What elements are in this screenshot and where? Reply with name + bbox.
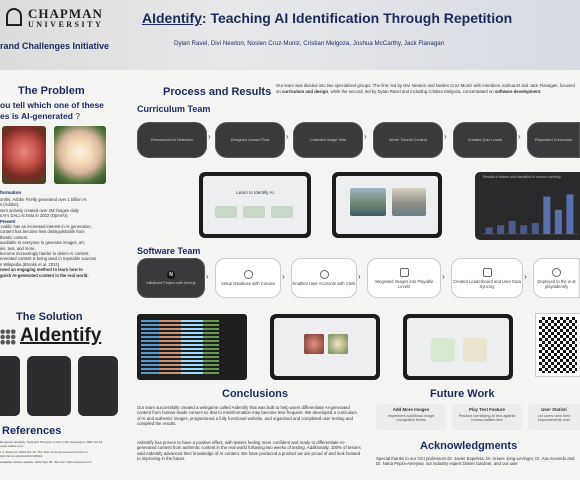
arrow-icon: › (442, 272, 445, 281)
aidentify-logo (0, 326, 114, 350)
chart-caption: Results of testers who identified AI content correctly (483, 175, 561, 179)
problem-line: onths, Adobe Firefly generated over 1 billion AI (0, 197, 87, 202)
tablet-heading: Learn to Identify AI (236, 190, 274, 195)
acknowledgments-title: Acknowledgments (420, 440, 518, 452)
arrow-icon: › (518, 132, 521, 141)
poster-title (142, 10, 512, 26)
future-card: Add More Images Implement additional image recognition levels (376, 404, 446, 430)
image-icon (400, 268, 409, 277)
problem-line: sers actively created over 2M images daily (0, 207, 79, 213)
grid-logo-icon (0, 329, 16, 345)
results-bar (497, 225, 504, 234)
result-card (431, 338, 455, 362)
authors-line: Dylan Ravel, Divi Newton, Noslen Cruz-Muniz, Cristian Melgoza, Joshua McCarthy, Jack Flanagan (174, 40, 445, 47)
tablet-screen (274, 318, 376, 376)
tablet-card (215, 206, 237, 218)
software-step: Created Leaderboard and User Data Syncing (451, 258, 523, 298)
problem-line: ies, text, and more. (0, 245, 36, 251)
problem-line: thentic content. (0, 234, 29, 240)
results-bar (532, 223, 539, 234)
nextjs-icon: N (167, 271, 175, 279)
problem-line: enerated content is being used in reputable sources (0, 256, 97, 262)
acknowledgments-text: Special thanks to our GCI professors Dr. Javier Espeleta, Dr. Ariane Jong-Levinger, Dr. Ara Acevedo and Dr. Nana Pepra-Ameyaw, our industry expert Daniel Gardner, and our user (376, 456, 575, 467)
tablet-screen (203, 176, 307, 234)
results-chart (475, 172, 580, 240)
globe-icon (552, 268, 561, 277)
leaderboard-icon (483, 268, 492, 277)
problem-line: content has become less distinguishable from (0, 229, 85, 235)
results-bars (481, 186, 578, 236)
results-bar (520, 225, 527, 234)
results-bar (543, 197, 550, 234)
code-editor-screenshot (137, 314, 247, 380)
curriculum-step: Wrote Tutorial Content (373, 122, 443, 158)
problem-question (0, 100, 104, 122)
clerk-icon (320, 270, 329, 279)
future-card: User Statisti Let users view their improvements over (528, 404, 580, 430)
convex-icon (244, 270, 253, 279)
reference-line: Requests Globally, Supports Prompts in Over 100 Languages, 2023 Jul 12. (0, 440, 103, 444)
problem-line: become increasingly harder to detect AI content. (0, 251, 90, 257)
tablet-screen (336, 176, 438, 234)
arrow-icon: › (208, 132, 211, 141)
solution-screen-1 (0, 356, 20, 416)
results-bar (555, 210, 562, 234)
logo-line1: CHAPMAN (28, 6, 103, 21)
curriculum-step: Created Quiz Levels (453, 122, 517, 158)
references-list (0, 440, 122, 464)
reference-line: news.adobe.com (0, 444, 24, 448)
software-step: Deployed to the w at playaidentify (533, 258, 580, 298)
curriculum-tablet-2 (332, 172, 442, 238)
question-line1: ou tell which one of these (0, 100, 104, 110)
problem-line: available to everyone to generate images, art, (0, 240, 85, 246)
code-lines (141, 318, 241, 376)
rose-image-2 (54, 126, 106, 184)
references-title: References (2, 425, 62, 437)
software-tablet-1 (270, 314, 380, 380)
logo-wordmark: AIdentify (20, 325, 102, 346)
reference-line: ttps://arxiv.org/abs/2410.08044. (0, 454, 44, 458)
logo-window-icon (6, 8, 22, 26)
initiative-name: rand Challenges Initiative (0, 41, 110, 51)
arrow-icon: › (286, 132, 289, 141)
tablet-screen (407, 318, 509, 376)
tablet-card (243, 206, 265, 218)
software-step: N Initialized Project with Next.js (137, 258, 205, 298)
results-bar (509, 221, 516, 234)
arrow-icon: › (358, 272, 361, 281)
software-flow (137, 258, 580, 302)
lake-image-1 (350, 188, 386, 216)
title-brand: AIdentify (142, 10, 202, 26)
qr-code (536, 314, 580, 376)
software-title: Software Team (137, 246, 201, 256)
problem-lines (0, 197, 114, 278)
conclusions-p2: AIdentify has proven to have a positive effect, with testers feeling more confident and ready to differentiate AI-generated content from authentic content in the real world following two weeks of testing. Additionally, 100% of testers said AIdentify advanced their knowledge of AI content. We have produced a product we are proud of and look forward to improving in the future. (137, 440, 361, 462)
problem-line: Present (0, 218, 16, 224)
results-bar (486, 227, 493, 234)
arrow-icon: › (524, 272, 527, 281)
future-title: Future Work (430, 388, 495, 400)
solution-title: The Solution (16, 311, 83, 323)
problem-line: guish AI-generated content in the real world. (0, 272, 89, 278)
solution-screen-2 (27, 356, 71, 416)
software-step: Enabled User Accounts with Clerk (291, 258, 357, 298)
reference-line: s J, Rosen P. 2024 Oct 10. The Rise of AI-Generated Content in (0, 450, 88, 454)
info-heading: formation (0, 190, 22, 195)
logo-line2: UNIVERSITY (28, 20, 104, 29)
future-card: Play Test Feature Practice identifying AI text against human-written text (452, 404, 522, 430)
arrow-icon: › (282, 272, 285, 281)
question-line2: es is AI-generated ? (0, 111, 81, 121)
software-step: Setup Database with Convex (215, 258, 281, 298)
arrow-icon: › (364, 132, 367, 141)
problem-line: -public has an increased interest in AI generation, (0, 224, 92, 230)
conclusions-title: Conclusions (222, 388, 289, 400)
results-bar (566, 194, 573, 234)
curriculum-tablet-1 (199, 172, 311, 238)
problem-line: need an engaging method to learn how to (0, 267, 83, 273)
arrow-icon: › (206, 272, 209, 281)
problem-title: The Problem (18, 85, 85, 97)
curriculum-step: Collected Image Sets (293, 122, 363, 158)
software-step: Integrated Images into Playable Levels (367, 258, 441, 298)
curriculum-step: Designed Lesson Flow (215, 122, 285, 158)
chapman-logo (6, 6, 116, 32)
process-title: Process and Results (163, 86, 272, 98)
problem-line: s Wikipedia (Brooks et al. 2024). (0, 261, 61, 267)
curriculum-flow (137, 118, 580, 162)
rose-image-1 (2, 126, 46, 184)
reference-line: available without waitlist. 2022 Sep 28. OpenAI. https://openai.com (0, 460, 92, 464)
problem-line: s (Adobe). (0, 202, 20, 208)
curriculum-step: Researched AI Detection (137, 122, 207, 158)
software-tablet-2 (403, 314, 513, 380)
flower-thumb (328, 334, 348, 354)
arrow-icon: › (444, 132, 447, 141)
flower-thumb (304, 334, 324, 354)
lake-image-2 (392, 188, 426, 216)
curriculum-title: Curriculum Team (137, 104, 211, 114)
result-card (463, 338, 487, 362)
tablet-card (271, 206, 293, 218)
process-intro: Our team was divided into two specialized groups. The first, led by Divi Newton and Noslen Cruz-Muniz with members Joshua M and Jack Flanagan, focused on curriculum and design, while the second, led by Dylan Ravel and including Cristian Melgoza, concentrated on software development. (276, 83, 575, 94)
problem-line: nAI's DALL-E beta in 2022 (OpenAI). (0, 213, 69, 219)
title-rest: : Teaching AI Identification Through Repetition (201, 10, 513, 26)
curriculum-step: Playtested Curriculum (527, 122, 580, 158)
solution-screen-3 (78, 356, 118, 416)
conclusions-p1: Our team successfully created a webgame called AIdentify that was built to help users differentiate AI-generated content from human-made content so that AI misinformation may become less frequent. We developed a curriculum of AI and authentic images, programmed a fully functional website, and organized and completed user testing and compiled the results. (137, 405, 357, 427)
